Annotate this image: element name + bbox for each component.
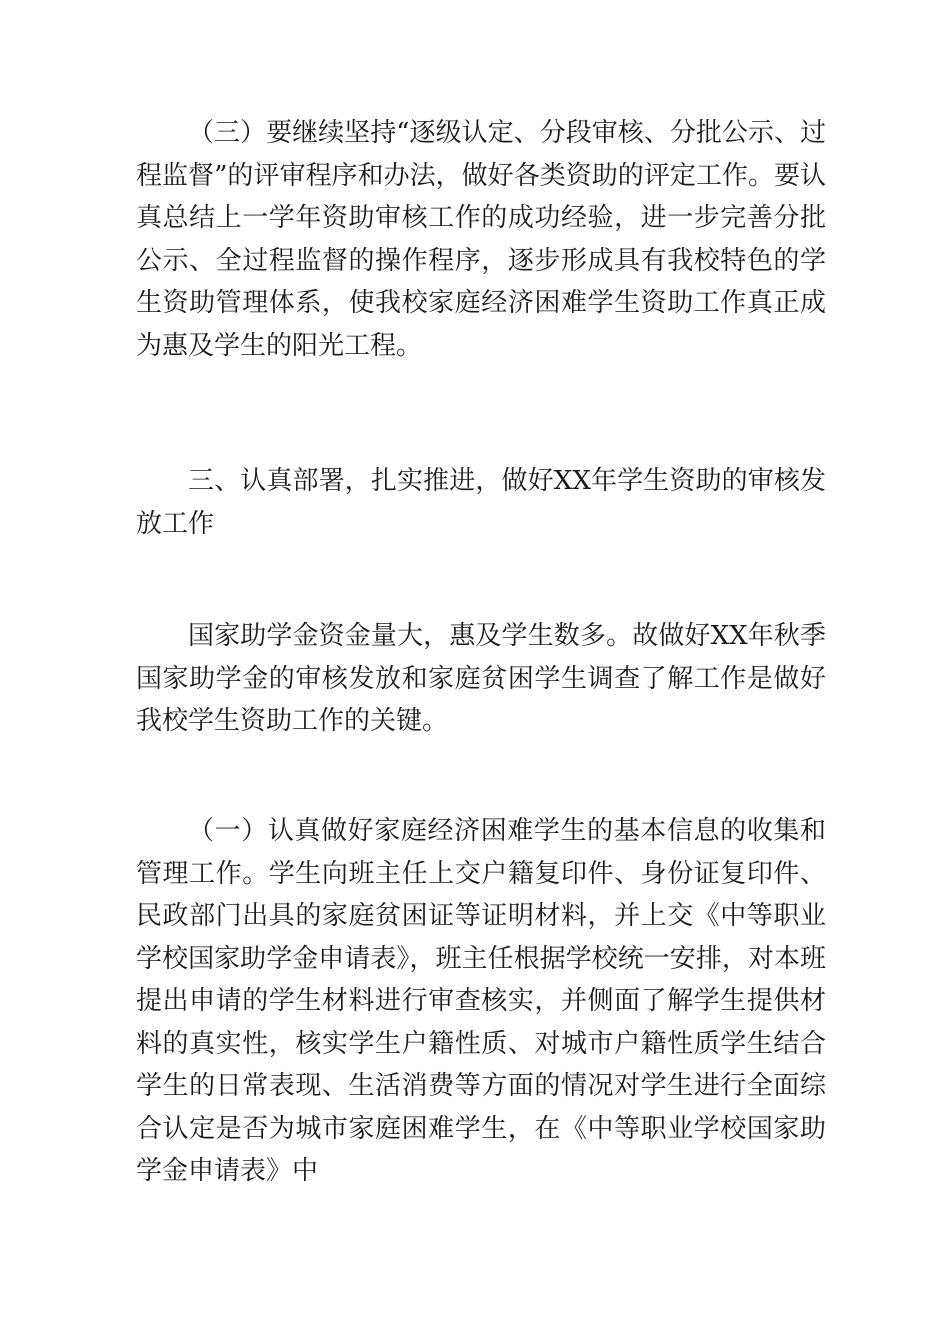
section-heading-three: 三、认真部署，扎实推进，做好XX年学生资助的审核发放工作	[136, 466, 826, 539]
paragraph-info-collection: （一）认真做好家庭经济困难学生的基本信息的收集和管理工作。学生向班主任上交户籍复印件、身份证复印件、民政部门出具的家庭贫困证等证明材料，并上交《中等职业学校国家助学金申请表》，班主任根据学校统一安排，对本班提出申请的学生材料进行审查核实，并侧面了解学生提供材料的真实性，核实学生户籍性质、对城市户籍性质学生结合学生的日常表现、生活消费等方面的情况对学生进行全面综合认定是否为城市家庭困难学生，在《中等职业学校国家助学金申请表》中	[136, 816, 826, 1186]
paragraph-national-grant: 国家助学金资金量大，惠及学生数多。故做好XX年秋季国家助学金的审核发放和家庭贫困学生调查了解工作是做好我校学生资助工作的关键。	[136, 621, 826, 736]
paragraph-review-procedure: （三）要继续坚持“逐级认定、分段审核、分批公示、过程监督”的评审程序和办法，做好各类资助的评定工作。要认真总结上一学年资助审核工作的成功经验，进一步完善分批公示、全过程监督的操作程序，逐步形成具有我校特色的学生资助管理体系，使我校家庭经济困难学生资助工作真正成为惠及学生的阳光工程。	[136, 118, 826, 361]
